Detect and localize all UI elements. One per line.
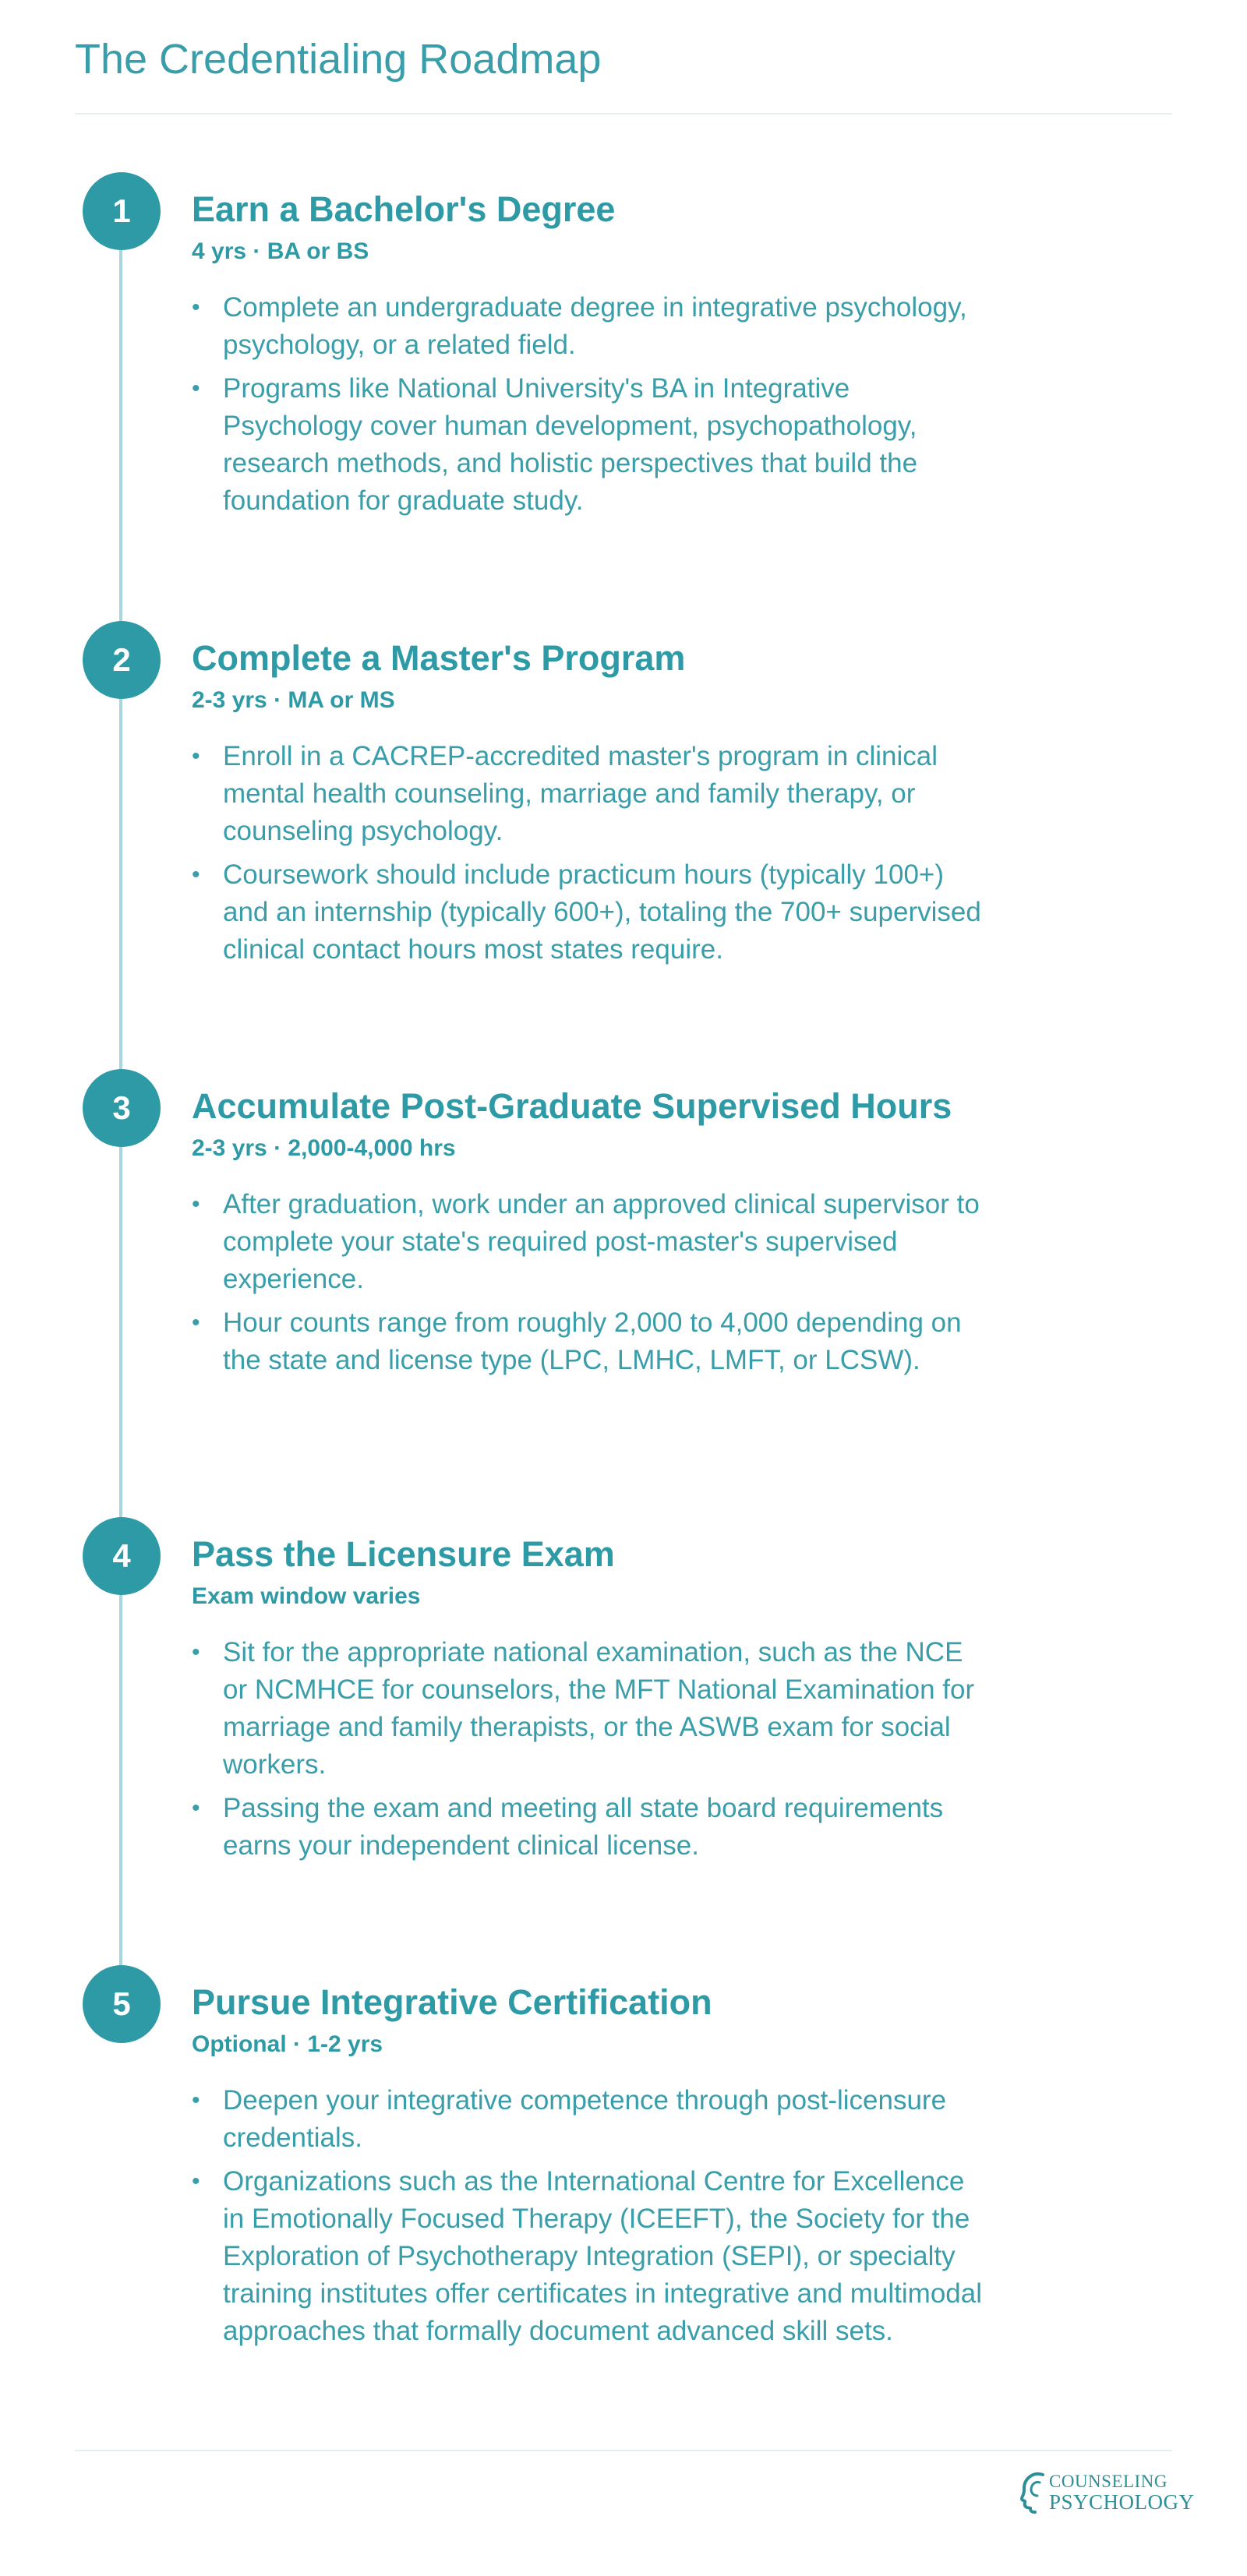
step-bullet-list [192, 289, 987, 526]
logo-wordmark-line-2: PSYCHOLOGY [1049, 2490, 1195, 2514]
step-duration: Exam window varies [192, 1583, 421, 1609]
step-title: Accumulate Post-Graduate Supervised Hours [192, 1086, 952, 1126]
step-duration: 2-3 yrs · 2,000-4,000 hrs [192, 1135, 456, 1161]
page-title: The Credentialing Roadmap [75, 36, 602, 83]
bullet-item: • Sit for the appropriate national examination, such as the NCE or NCMHCE for counselors, the MFT National Examination for marriage and family therapists, or the ASWB exam for social workers. [192, 1634, 987, 1784]
step-number-badge: 4 [83, 1517, 161, 1595]
step-number-badge: 1 [83, 172, 161, 250]
step-title: Earn a Bachelor's Degree [192, 189, 616, 229]
bullet-item: • Passing the exam and meeting all state board requirements earns your independent clinical license. [192, 1790, 987, 1865]
step-bullet-list [192, 1634, 987, 1871]
step-bullet-list [192, 2082, 987, 2356]
bullet-item: • Coursework should include practicum hours (typically 100+) and an internship (typically 600+), totaling the 700+ supervised clinical contact hours most states require. [192, 856, 987, 969]
step-number-badge: 2 [83, 621, 161, 699]
step-duration: 2-3 yrs · MA or MS [192, 687, 395, 713]
step-duration: Optional · 1-2 yrs [192, 2031, 383, 2057]
step-number-badge: 3 [83, 1069, 161, 1147]
bullet-item: • Complete an undergraduate degree in integrative psychology, psychology, or a related field. [192, 289, 987, 364]
step-title: Complete a Master's Program [192, 638, 686, 678]
step-title: Pursue Integrative Certification [192, 1982, 712, 2022]
step-number-badge: 5 [83, 1965, 161, 2043]
logo-wordmark-line-1: COUNSELING [1049, 2472, 1168, 2491]
bullet-item: • Programs like National University's BA in Integrative Psychology cover human development, psychopathology, research methods, and holistic perspectives that build the foundation for graduate study. [192, 370, 987, 520]
bullet-item: • Organizations such as the International Centre for Excellence in Emotionally Focused Therapy (ICEEFT), the Society for the Exploration of Psychotherapy Integration (SEPI), or specialty training institutes offer certificates in integrative and multimodal approaches that formally document advanced skill sets. [192, 2163, 987, 2350]
bullet-item: • Enroll in a CACREP-accredited master's program in clinical mental health counseling, marriage and family therapy, or counseling psychology. [192, 738, 987, 850]
header-divider [75, 113, 1172, 115]
bullet-item: • Hour counts range from roughly 2,000 to 4,000 depending on the state and license type (LPC, LMHC, LMFT, or LCSW). [192, 1304, 987, 1379]
step-bullet-list [192, 1186, 987, 1385]
bullet-item: • Deepen your integrative competence through post-licensure credentials. [192, 2082, 987, 2157]
footer-divider [75, 2450, 1172, 2451]
head-profile-icon [1019, 2470, 1047, 2514]
step-title: Pass the Licensure Exam [192, 1534, 615, 1574]
step-duration: 4 yrs · BA or BS [192, 238, 369, 264]
step-bullet-list [192, 738, 987, 975]
brand-logo [1019, 2468, 1195, 2515]
bullet-item: • After graduation, work under an approved clinical supervisor to complete your state's required post-master's supervised experience. [192, 1186, 987, 1298]
